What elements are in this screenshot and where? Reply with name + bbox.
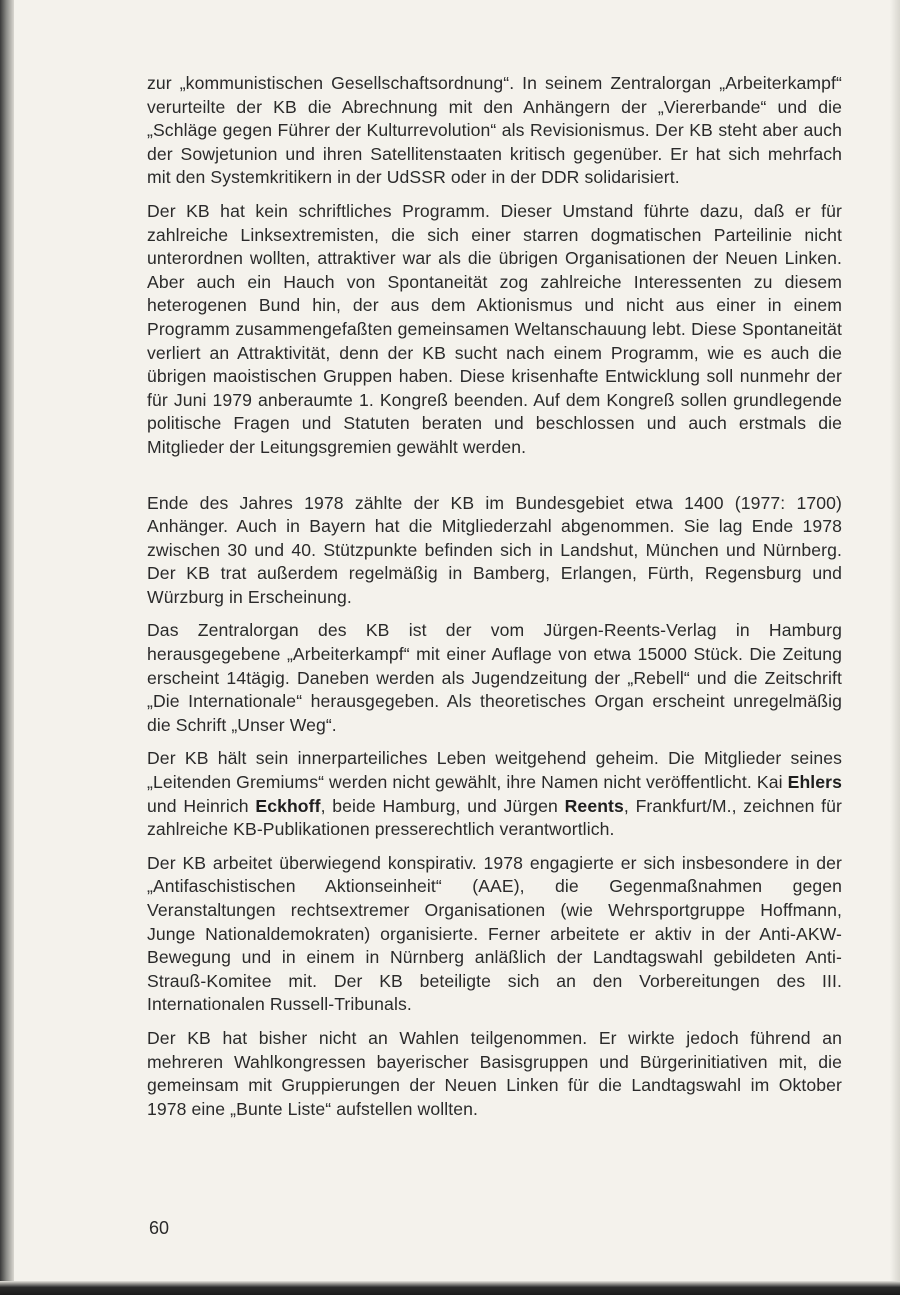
paragraph-6: Der KB arbeitet überwiegend konspirativ. 1978 engagierte er sich insbesondere in der „Antifaschistischen Aktionseinheit“ (AAE), die Gegenmaßnahmen gegen Veranstaltungen rechtsextremer Organisationen (wie Wehrsportgruppe Hoffmann, Junge Nationaldemokraten) organisierte. Ferner arbeitete er aktiv in der Anti-AKW-Bewegung und in einem in Nürnberg anläßlich der Landtagswahl gebildeten Anti-Strauß-Komitee mit. Der KB beteiligte sich an den Vorbereitungen des III. Internationalen Russell-Tribunals.: [147, 852, 842, 1015]
paragraph-7: Der KB hat bisher nicht an Wahlen teilgenommen. Er wirkte jedoch führend an mehreren Wahlkongressen bayerischer Basisgruppen und Bürgerinitiativen mit, die gemeinsam mit Gruppierungen der Neuen Linken für die Landtagswahl im Oktober 1978 eine „Bunte Liste“ aufstellen wollten.: [147, 1027, 842, 1119]
paragraph-5-part-3: , beide Hamburg, und Jürgen: [320, 795, 565, 816]
name-ehlers: Ehlers: [787, 772, 842, 793]
name-eckhoff: Eckhoff: [255, 795, 321, 816]
paragraph-4: Das Zentralorgan des KB ist der vom Jürgen-Reents-Verlag in Hamburg herausgegebene „Arbeiterkampf“ mit einer Auflage von etwa 15000 Stück. Die Zeitung erscheint 14tägig. Daneben werden als Jugendzeitung der „Rebell“ und die Zeitschrift „Die Internationale“ herausgegeben. Als theoretisches Organ erscheint unregelmäßig die Schrift „Unser Weg“.: [147, 620, 842, 735]
body-text: [147, 72, 842, 1121]
page-bottom-edge: [0, 1281, 900, 1295]
paragraph-5-part-2: und Heinrich: [147, 795, 256, 816]
paragraph-5-part-1: Der KB hält sein innerparteiliches Leben weitgehend geheim. Die Mitglieder seines „Leitenden Gremiums“ werden nicht gewählt, ihre Namen nicht veröffentlicht. Kai: [147, 748, 842, 793]
page-right-edge: [890, 0, 900, 1295]
book-spine-shadow: [0, 0, 14, 1295]
paragraph-5-part-4: , Frankfurt/M., zeichnen für zahlreiche KB-Publikationen presserechtlich verantwortlich.: [147, 795, 843, 840]
paragraph-1: zur „kommunistischen Gesellschaftsordnung“. In seinem Zentralorgan „Arbeiterkampf“ verurteilte der KB die Abrechnung mit den Anhängern der „Viererbande“ und die „Schläge gegen Führer der Kulturrevolution“ als Revisionismus. Der KB steht aber auch der Sowjetunion und ihren Satellitenstaaten kritisch gegenüber. Er hat sich mehrfach mit den Systemkritikern in der UdSSR oder in der DDR solidarisiert.: [147, 73, 842, 188]
name-reents: Reents: [564, 795, 624, 816]
paragraph-2: Der KB hat kein schriftliches Programm. Dieser Umstand führte dazu, daß er für zahlreiche Linksextremisten, die sich einer starren dogmatischen Parteilinie nicht unterordnen wollten, attraktiver war als die übrigen Organisationen der Neuen Linken. Aber auch ein Hauch von Spontaneität zog zahlreiche Interessenten zu diesem heterogenen Bund hin, der aus dem Aktionismus und nicht aus einer in einem Programm zusammengefaßten gemeinsamen Weltanschauung lebt. Diese Spontaneität verliert an Attraktivität, denn der KB sucht nach einem Programm, wie es auch die übrigen maoistischen Gruppen haben. Diese krisenhafte Entwicklung soll nunmehr der für Juni 1979 anberaumte 1. Kongreß beenden. Auf dem Kongreß sollen grundlegende politische Fragen und Statuten beraten und beschlossen und auch erstmals die Mitglieder der Leitungsgremien gewählt werden.: [147, 200, 842, 457]
page-number: 60: [149, 1218, 170, 1238]
paragraph-5: [147, 747, 842, 841]
paragraph-3: Ende des Jahres 1978 zählte der KB im Bundesgebiet etwa 1400 (1977: 1700) Anhänger. Auch in Bayern hat die Mitgliederzahl abgenommen. Sie lag Ende 1978 zwischen 30 und 40. Stützpunkte befinden sich in Landshut, München und Nürnberg. Der KB trat außerdem regelmäßig in Bamberg, Erlangen, Fürth, Regensburg und Würzburg in Erscheinung.: [147, 492, 842, 607]
